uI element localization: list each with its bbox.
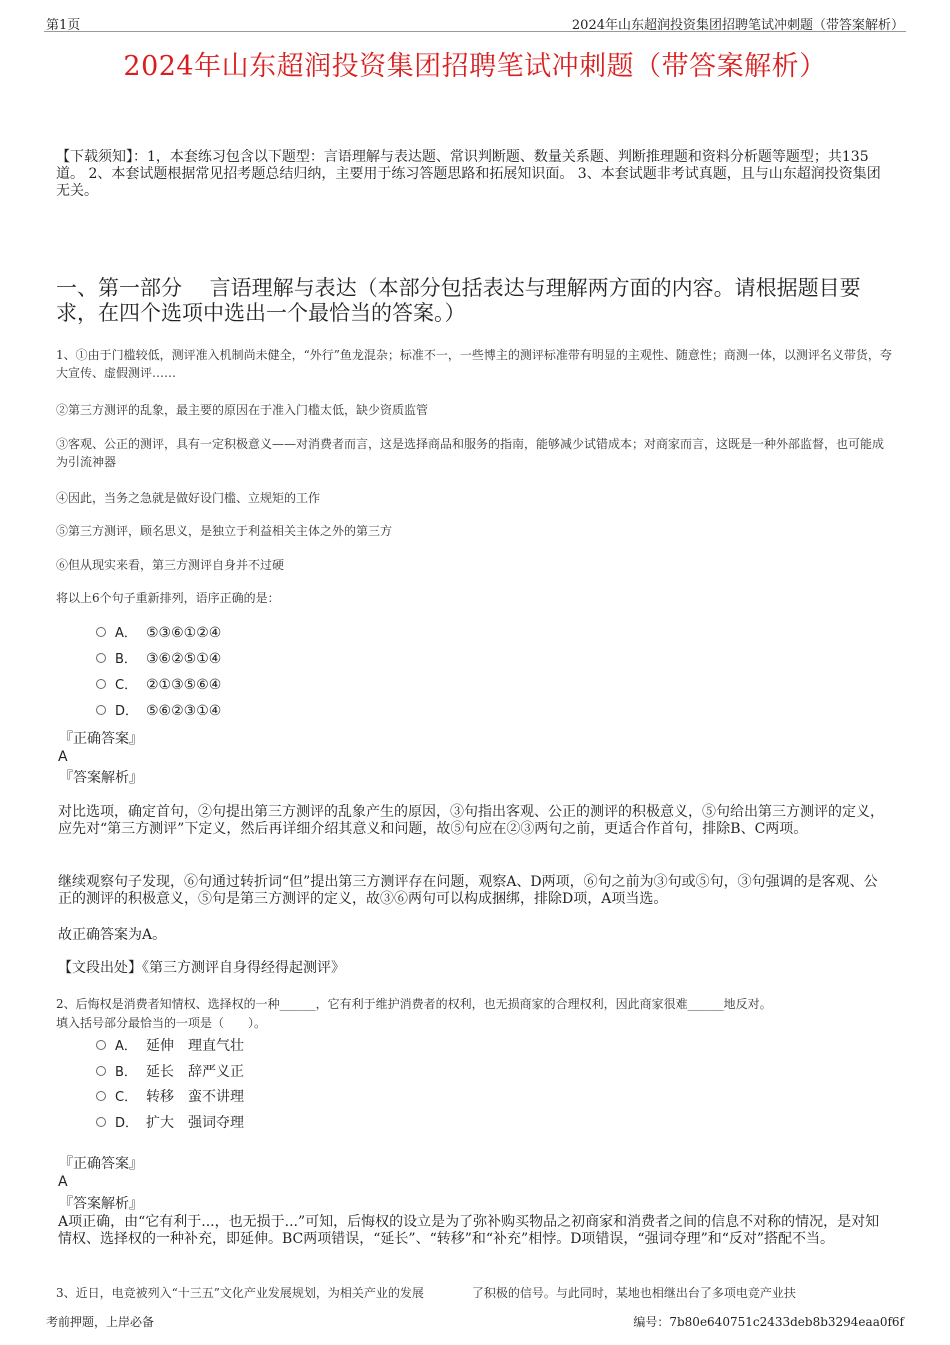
q2-option-b[interactable]: B． 延长 辞严义正	[96, 1062, 244, 1082]
q2-option-c[interactable]: C． 转移 蛮不讲理	[96, 1087, 244, 1107]
q1-sentence-2: ②第三方测评的乱象，最主要的原因在于准入门槛太低，缺少资质监管	[56, 403, 429, 417]
q2-stem: 2、后悔权是消费者知情权、选择权的一种______，它有利于维护消费者的权利，也无损商家的合理权利，因此商家很难______地反对。	[56, 997, 772, 1011]
q3-stem-partial: 3、近日，电竞被列入“十三五”文化产业发展规划，为相关产业的发展 了积极的信号。与此同时，某地也相继出台了多项电竞产业扶	[56, 1286, 796, 1300]
radio-icon[interactable]	[96, 627, 106, 637]
page-number: 第1页	[46, 18, 81, 33]
q1-option-c[interactable]: C． ②①③⑤⑥④	[96, 675, 221, 695]
q1-sentence-5: ⑤第三方测评，顾名思义，是独立于利益相关主体之外的第三方	[56, 524, 393, 538]
q1-sentence-4: ④因此，当务之急就是做好设门槛、立规矩的工作	[56, 491, 321, 505]
q2-correct-answer: A	[58, 1174, 68, 1190]
running-title: 2024年山东超润投资集团招聘笔试冲刺题（带答案解析）	[571, 18, 904, 33]
q2-option-a[interactable]: A． 延伸 理直气壮	[96, 1036, 244, 1056]
q2-option-d[interactable]: D． 扩大 强词夺理	[96, 1113, 244, 1133]
section-heading: 一、第一部分 言语理解与表达（本部分包括表达与理解两方面的内容。请根据题目要求，在四个选项中选出一个最恰当的答案。）	[56, 276, 861, 325]
download-notice: 【下载须知】：1，本套练习包含以下题型：言语理解与表达题、常识判断题、数量关系题、判断推理题和资料分析题等题型；共135道。 2、本套试题根据常见招考题总结归纳，主要用于练习答题思路和拓展知识面。 3、本套试题非考试真题，且与山东超润投资集团无关。	[56, 149, 881, 199]
radio-icon[interactable]	[96, 1066, 106, 1076]
q1-correct-label: 『正确答案』	[59, 731, 143, 747]
q2-correct-label: 『正确答案』	[59, 1156, 143, 1172]
q1-option-b[interactable]: B． ③⑥②⑤①④	[96, 649, 221, 669]
q1-source: 【文段出处】《第三方测评自身得经得起测评》	[58, 960, 345, 976]
radio-icon[interactable]	[96, 1040, 106, 1050]
q2-instruction: 填入括号部分最恰当的一项是（ ）。	[56, 1016, 267, 1030]
radio-icon[interactable]	[96, 705, 106, 715]
q1-stem: 将以上6个句子重新排列，语序正确的是：	[56, 591, 280, 605]
radio-icon[interactable]	[96, 679, 106, 689]
page-title: 2024年山东超润投资集团招聘笔试冲刺题（带答案解析）	[123, 51, 827, 82]
q1-option-d[interactable]: D． ⑤⑥②③①④	[96, 701, 221, 721]
footer-slogan: 考前押题，上岸必备	[46, 1315, 155, 1329]
q2-analysis-label: 『答案解析』	[59, 1196, 143, 1212]
radio-icon[interactable]	[96, 653, 106, 663]
radio-icon[interactable]	[96, 1117, 106, 1127]
q1-sentence-3: ③客观、公正的测评，具有一定积极意义——对消费者而言，这是选择商品和服务的指南，能够减少试错成本；对商家而言，这既是一种外部监督，也可能成为引流神器	[56, 437, 885, 469]
q2-analysis: A项正确，由“它有利于...，也无损于...”可知，后悔权的设立是为了弥补购买物品之初商家和消费者之间的信息不对称的情况，是对知情权、选择权的一种补充，即延伸。BC两项错误，“延长”、“转移”和“补充”相悖。D项错误，“强词夺理”和“反对”搭配不当。	[58, 1214, 880, 1247]
q1-analysis-p1: 对比选项，确定首句，②句提出第三方测评的乱象产生的原因，③句指出客观、公正的测评的积极意义，⑤句给出第三方测评的定义，应先对“第三方测评”下定义，然后再详细介绍其意义和问题，故⑤句应在②③两句之前，更适合作首句，排除B、C两项。	[58, 804, 884, 837]
q1-option-a[interactable]: A． ⑤③⑥①②④	[96, 623, 221, 643]
q1-sentence-1: 1、①由于门槛较低，测评准入机制尚未健全，“外行”鱼龙混杂；标准不一，一些博主的测评标准带有明显的主观性、随意性；商测一体，以测评名义带货，夸大宣传、虚假测评……	[56, 348, 892, 380]
header-divider	[44, 31, 906, 32]
q1-sentence-6: ⑥但从现实来看，第三方测评自身并不过硬	[56, 558, 285, 572]
q1-analysis-p2: 继续观察句子发现，⑥句通过转折词“但”提出第三方测评存在问题，观察A、D两项，⑥句之前为③句或⑤句，③句强调的是客观、公正的测评的积极意义，⑤句是第三方测评的定义，故③⑥两句可以构成捆绑，排除D项，A项当选。	[58, 874, 878, 907]
footer-id: 编号：7b80e640751c2433deb8b3294eaa0f6f	[633, 1315, 904, 1329]
q1-analysis-label: 『答案解析』	[59, 770, 143, 786]
q1-analysis-p3: 故正确答案为A。	[58, 927, 167, 943]
radio-icon[interactable]	[96, 1091, 106, 1101]
q1-correct-answer: A	[58, 749, 68, 765]
